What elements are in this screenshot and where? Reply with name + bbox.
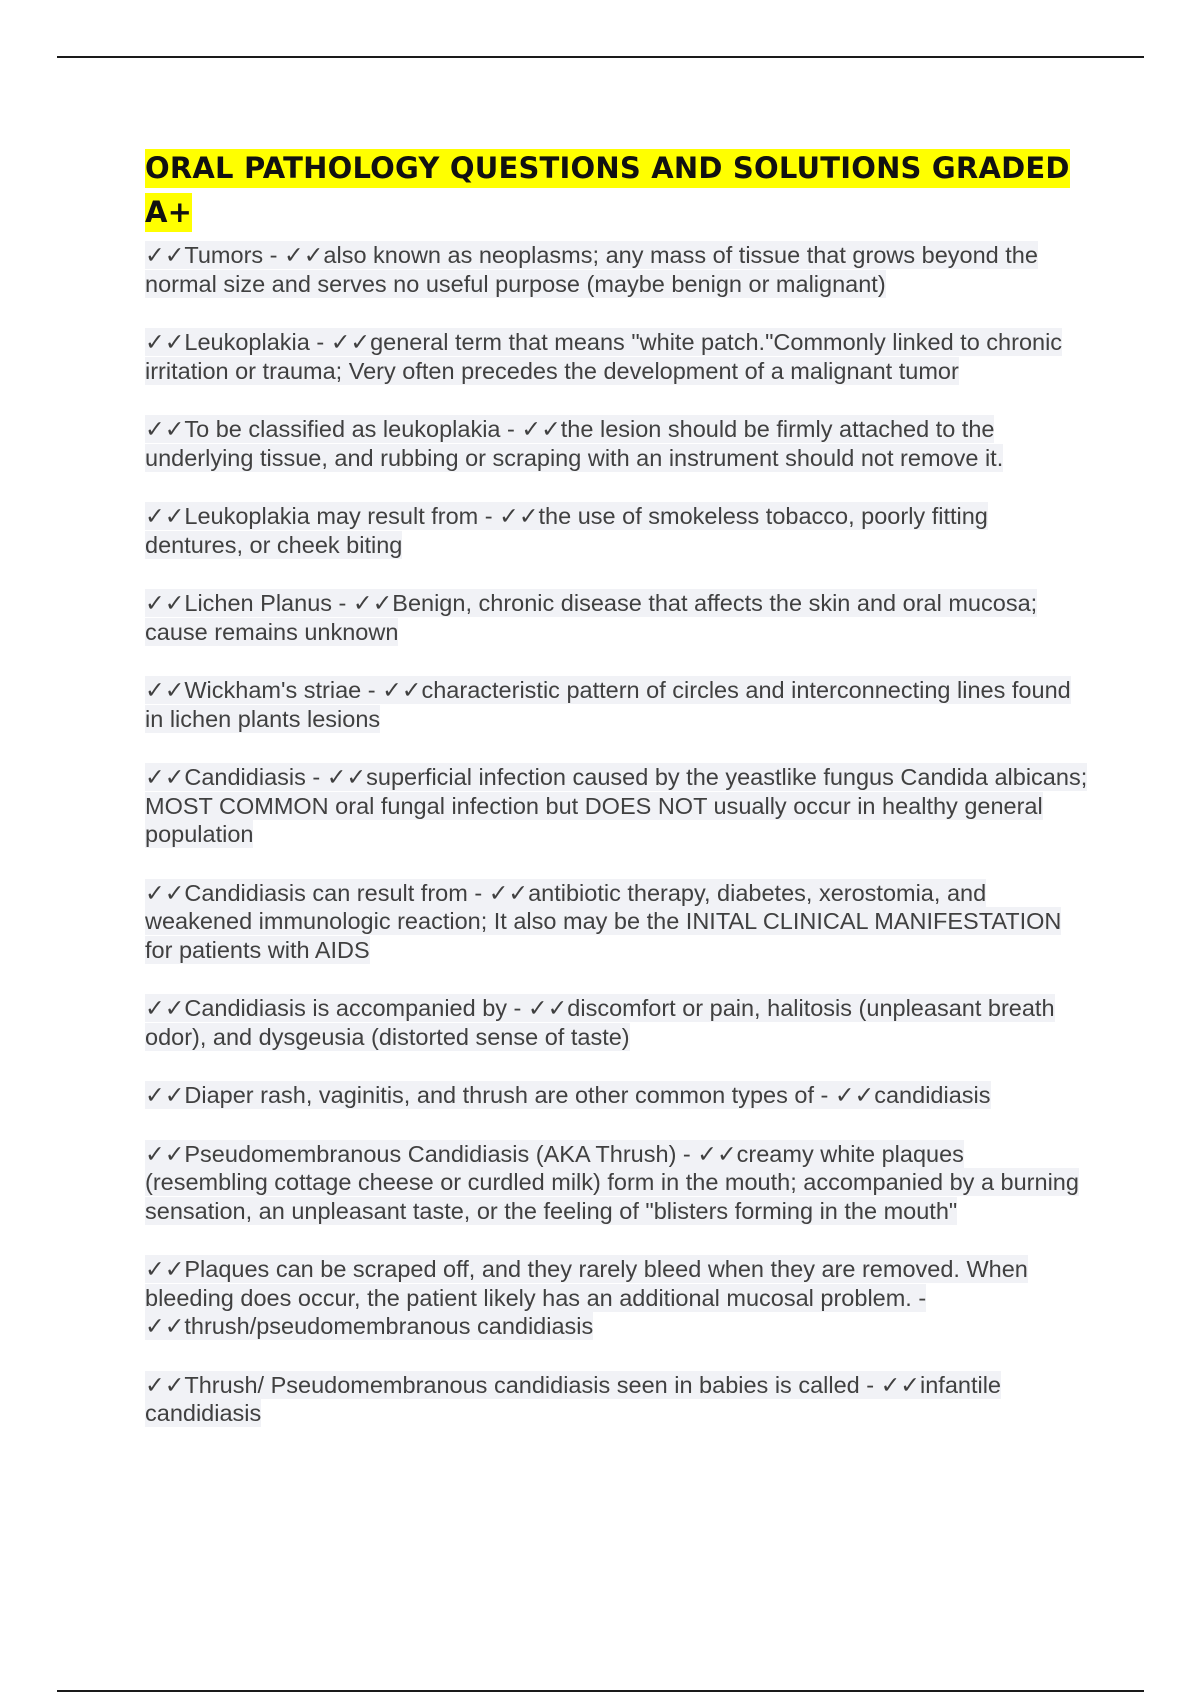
qa-entry-text: ✓✓Diaper rash, vaginitis, and thrush are other common types of - ✓✓candidiasis [145, 1082, 991, 1108]
document-body [145, 146, 1090, 1458]
qa-entry [145, 676, 1090, 733]
qa-entry [145, 502, 1090, 559]
qa-entry [145, 1140, 1090, 1226]
qa-entry-text: ✓✓Candidiasis can result from - ✓✓antibiotic therapy, diabetes, xerostomia, and weakened immunologic reaction; It also may be the INITAL CLINICAL MANIFESTATION for patients with AIDS [145, 879, 1062, 963]
qa-entry [145, 1255, 1090, 1341]
bottom-rule [57, 1690, 1144, 1692]
qa-entry [145, 415, 1090, 472]
qa-entry [145, 879, 1090, 965]
qa-entry [145, 328, 1090, 385]
qa-entry [145, 1371, 1090, 1428]
qa-entry [145, 241, 1090, 298]
qa-entry-text: ✓✓Wickham's striae - ✓✓characteristic pattern of circles and interconnecting lines found in lichen plants lesions [145, 677, 1071, 732]
qa-entry-text: ✓✓Leukoplakia may result from - ✓✓the use of smokeless tobacco, poorly fitting dentures, or cheek biting [145, 503, 988, 558]
document-title [145, 146, 1090, 234]
qa-entry-text: ✓✓To be classified as leukoplakia - ✓✓the lesion should be firmly attached to the underlying tissue, and rubbing or scraping with an instrument should not remove it. [145, 416, 1004, 471]
qa-entry-text: ✓✓Candidiasis - ✓✓superficial infection caused by the yeastlike fungus Candida albicans; MOST COMMON oral fungal infection but DOES NOT usually occur in healthy general population [145, 764, 1088, 847]
qa-entry [145, 1081, 1090, 1110]
qa-entry-text: ✓✓Thrush/ Pseudomembranous candidiasis seen in babies is called - ✓✓infantile candidiasis [145, 1371, 1001, 1426]
qa-entry-text: ✓✓Lichen Planus - ✓✓Benign, chronic disease that affects the skin and oral mucosa; cause remains unknown [145, 590, 1038, 645]
qa-entry-text: ✓✓Tumors - ✓✓also known as neoplasms; any mass of tissue that grows beyond the normal size and serves no useful purpose (maybe benign or malignant) [145, 242, 1038, 297]
qa-entry-text: ✓✓Plaques can be scraped off, and they rarely bleed when they are removed. When bleeding does occur, the patient likely has an additional mucosal problem. - ✓✓thrush/pseudomembranous candidiasis [145, 1256, 1028, 1339]
top-rule [57, 56, 1144, 58]
qa-entry [145, 994, 1090, 1051]
qa-entry-text: ✓✓Leukoplakia - ✓✓general term that means "white patch."Commonly linked to chronic irritation or trauma; Very often precedes the development of a malignant tumor [145, 329, 1063, 384]
title-highlight: ORAL PATHOLOGY QUESTIONS AND SOLUTIONS GRADED A+ [145, 149, 1070, 232]
qa-entry [145, 589, 1090, 646]
qa-entry [145, 763, 1090, 849]
qa-entry-text: ✓✓Pseudomembranous Candidiasis (AKA Thrush) - ✓✓creamy white plaques (resembling cottage cheese or curdled milk) form in the mouth; accompanied by a burning sensation, an unpleasant taste, or the feeling of "blisters forming in the mouth" [145, 1140, 1079, 1224]
qa-entry-text: ✓✓Candidiasis is accompanied by - ✓✓discomfort or pain, halitosis (unpleasant breath odor), and dysgeusia (distorted sense of taste) [145, 995, 1055, 1050]
